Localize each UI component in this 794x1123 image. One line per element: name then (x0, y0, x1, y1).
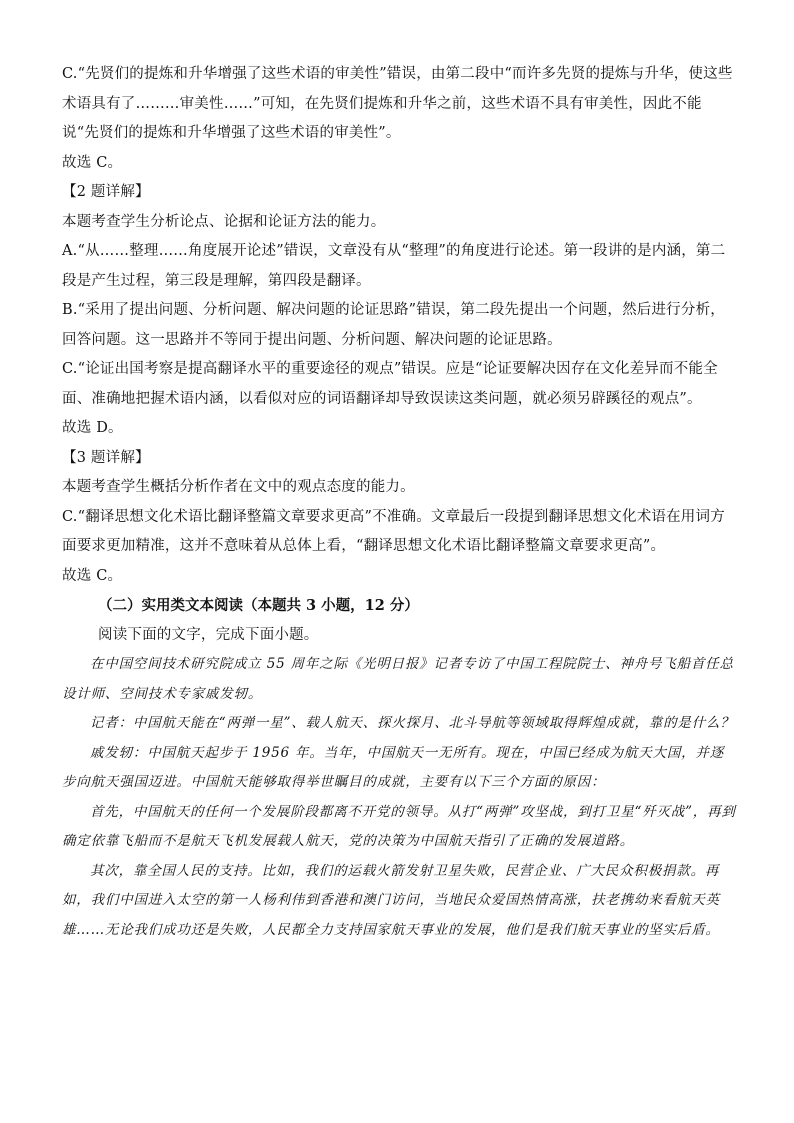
answer-q3-intro: 本题考查学生概括分析作者在文中的观点态度的能力。 (62, 479, 415, 495)
article-paragraph: 首先，中国航天的任何一个发展阶段都离不开党的领导。从打“两弹”攻坚战，到打卫星“歼灭战”，再到确定依靠飞船而不是航天飞机发展载人航天，党的决策为中国航天指引了正确的发展道路。 (62, 803, 736, 849)
section-instruction: 阅读下面的文字，完成下面小题。 (98, 626, 319, 643)
answer-q1-option-c: C.“先贤们的提炼和升华增强了这些术语的审美性”错误，由第二段中“而许多先贤的提炼与升华，使这些术语具有了………审美性……”可知，在先贤们提炼和升华之前，这些术语不具有审美性，因此不能说“先贤们的提炼和升华增强了这些术语的审美性”。 (62, 66, 733, 141)
answer-q2-option-a: A.“从……整理……角度展开论述”错误，文章没有从“整理”的角度进行论述。第一段讲的是内涵，第二段是产生过程，第三段是理解，第四段是翻译。 (62, 243, 726, 289)
article-paragraph: 记者：中国航天能在“两弹一星”、载人航天、探火探月、北斗导航等领域取得辉煌成就，靠的是什么？ (90, 715, 735, 731)
answer-q2-intro: 本题考查学生分析论点、论据和论证方法的能力。 (62, 213, 386, 230)
article-paragraph: 其次，靠全国人民的支持。比如，我们的运载火箭发射卫星失败，民营企业、广大民众积极捐款。再如，我们中国进入太空的第一人杨利伟到香港和澳门访问，当地民众爱国热情高涨，扶老携幼来看航天英雄……无论我们成功还是失败，人民都全力支持国家航天事业的发展，他们是我们航天事业的坚实后盾。 (62, 862, 720, 938)
answer-q2-title: 【2 题详解】 (62, 184, 150, 200)
answer-q2-option-b: B.“采用了提出问题、分析问题、解决问题的论证思路”错误，第二段先提出一个问题，然后进行分析，回答问题。这一思路并不等同于提出问题、分析问题、解决问题的论证思路。 (62, 302, 725, 348)
article-paragraph: 在中国空间技术研究院成立 55 周年之际《光明日报》记者专访了中国工程院院士、神舟号飞船首任总设计师、空间技术专家戚发轫。 (62, 656, 734, 702)
article-paragraph: 戚发轫：中国航天起步于 1956 年。当年，中国航天一无所有。现在，中国已经成为航天大国，并逐步向航天强国迈进。中国航天能够取得举世瞩目的成就，主要有以下三个方面的原因： (62, 744, 725, 790)
answer-q2-choice: 故选 D。 (62, 420, 123, 436)
section-heading: （二）实用类文本阅读（本题共 3 小题，12 分） (98, 597, 419, 614)
document-page (62, 60, 738, 945)
answer-q3-title: 【3 题详解】 (62, 449, 150, 466)
answer-q3-choice: 故选 C。 (62, 567, 123, 584)
answer-q2-option-c: C.“论证出国考察是提高翻译水平的重要途径的观点”错误。应是“论证要解决因存在文化差异而不能全面、准确地把握术语内涵，以看似对应的词语翻译却导致误读这类问题，就必须另辟蹊径的观点”。 (62, 361, 718, 407)
answer-q3-option-c: C.“翻译思想文化术语比翻译整篇文章要求更高”不准确。文章最后一段提到翻译思想文化术语在用词方面要求更加精准，这并不意味着从总体上看，“翻译思想文化术语比翻译整篇文章要求更高”。 (62, 508, 725, 554)
answer-q1-choice: 故选 C。 (62, 154, 123, 171)
